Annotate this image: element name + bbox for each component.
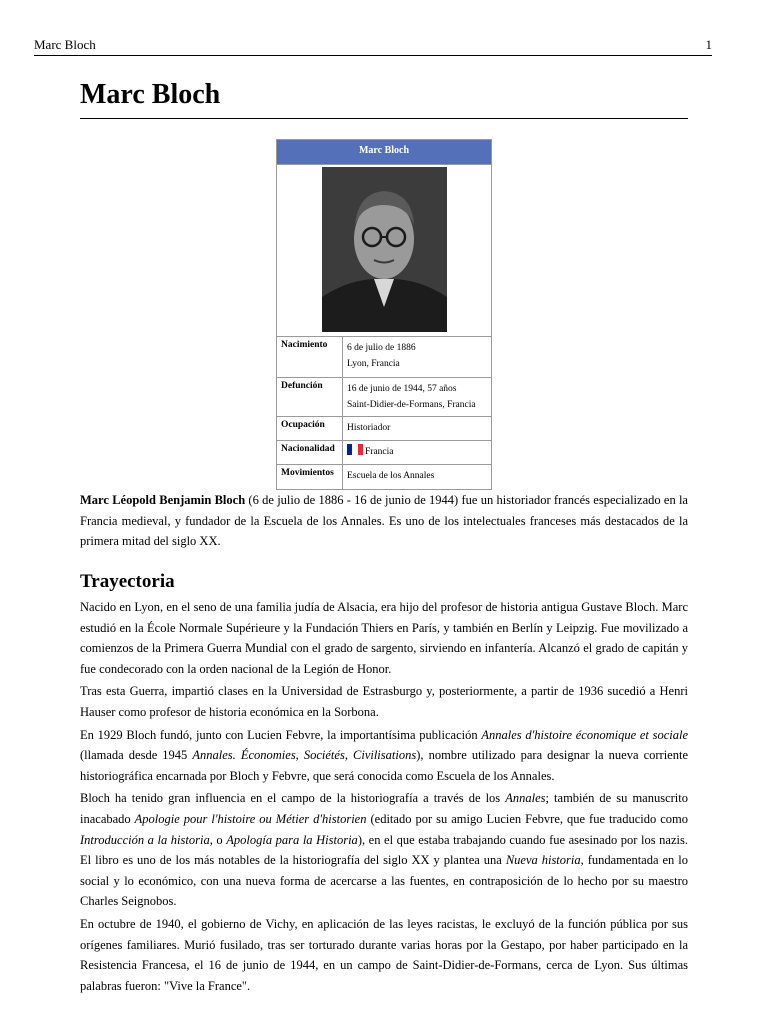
section-body [80,597,688,996]
infobox-label: Nacionalidad [277,441,343,464]
infobox-row-movimientos [277,465,491,489]
infobox-photo-cell [277,165,491,337]
infobox-value [343,465,434,489]
portrait-photo-icon [322,167,447,332]
infobox-label: Movimientos [277,465,343,489]
intro-paragraph [80,490,688,552]
infobox-row-ocupacion [277,417,491,441]
title-divider [80,118,688,119]
running-title: Marc Bloch [34,37,96,52]
birth-date: 6 de julio de 1886 [347,343,416,353]
section-heading: Trayectoria [80,571,175,592]
intro-text: (6 de julio de 1886 - 16 de junio de 1944) fue un historiador francés especializado en la Francia medieval, y fundador de la Escuela de los Annales. Es uno de los intelectuales franceses más destacados de la primera mitad del siglo XX. [80,493,688,549]
running-header [34,37,712,56]
birth-place: Lyon, Francia [347,359,400,369]
french-flag-icon [347,444,363,455]
article-title: Marc Bloch [80,79,221,110]
movement: Escuela de los Annales [347,471,435,481]
infobox-value [343,441,394,464]
infobox-label: Nacimiento [277,337,343,377]
nationality-link[interactable]: Francia [365,447,394,457]
infobox [276,139,492,490]
paragraph-1: Nacido en Lyon, en el seno de una familia judía de Alsacia, era hijo del profesor de historia antigua Gustave Bloch. Marc estudió en la École Normale Supérieure y la Fundación Thiers en París, y también en Berlín y Leipzig. Fue movilizado a comienzos de la Primera Guerra Mundial con el grado de sargento, sirviendo en infantería. Alcanzó el grado de capitán y fue condecorado con la orden nacional de la Legión de Honor. [80,600,688,676]
paragraph-3: En 1929 Bloch fundó, junto con Lucien Febvre, la importantísima publicación Annales d'histoire économique et sociale (llamada desde 1945 Annales. Économies, Sociétés, Civilisations), nombre utilizado para designar la nueva corriente historiográfica encarnada por Bloch y Febvre, que será conocida como Escuela de los Annales. [80,727,689,783]
infobox-value [343,378,476,416]
page-number: 1 [705,37,712,52]
death-place: Saint-Didier-de-Formans, Francia [347,400,476,410]
infobox-value [343,417,390,440]
infobox-label: Ocupación [277,417,343,440]
infobox-value [343,337,416,377]
paragraph-5: En octubre de 1940, el gobierno de Vichy, en aplicación de las leyes racistas, le excluyó de la función pública por sus orígenes familiares. Murió fusilado, tras ser torturado durante varias horas por la Gestapo, por haber participado en la Resistencia Francesa, el 16 de junio de 1944, en un campo de Saint-Didier-de-Formans, cerca de Lyon. Sus últimas palabras fueron: "Vive la France". [80,916,688,993]
flag-stripe-red [358,444,363,455]
infobox-heading: Marc Bloch [277,140,491,165]
death-date: 16 de junio de 1944, 57 años [347,384,457,394]
infobox-row-nacionalidad [277,441,491,465]
occupation: Historiador [347,423,391,433]
infobox-label: Defunción [277,378,343,416]
paragraph-4: Bloch ha tenido gran influencia en el campo de la historiografía a través de los Annales; también de su manuscrito inacabado Apologie pour l'histoire ou Métier d'historien (editado por su amigo Lucien Febvre, que fue traducido como Introducción a la historia, o Apología para la Historia), en el que estaba trabajando cuando fue asesinado por los nazis. El libro es uno de los más notables de la historiografía del siglo XX y plantea una Nueva historia, fundamentada en lo social y lo económico, con una nueva forma de acercarse a las fuentes, en contraposición de lo hecho por su maestro Charles Seignobos. [80,791,688,909]
paragraph-2: Tras esta Guerra, impartió clases en la Universidad de Estrasburgo y, posteriormente, a partir de 1936 sucedió a Henri Hauser como profesor de historia económica en la Sorbona. [80,684,688,719]
infobox-row-nacimiento [277,337,491,378]
infobox-row-defuncion [277,378,491,417]
subject-name: Marc Léopold Benjamin Bloch [80,493,246,507]
